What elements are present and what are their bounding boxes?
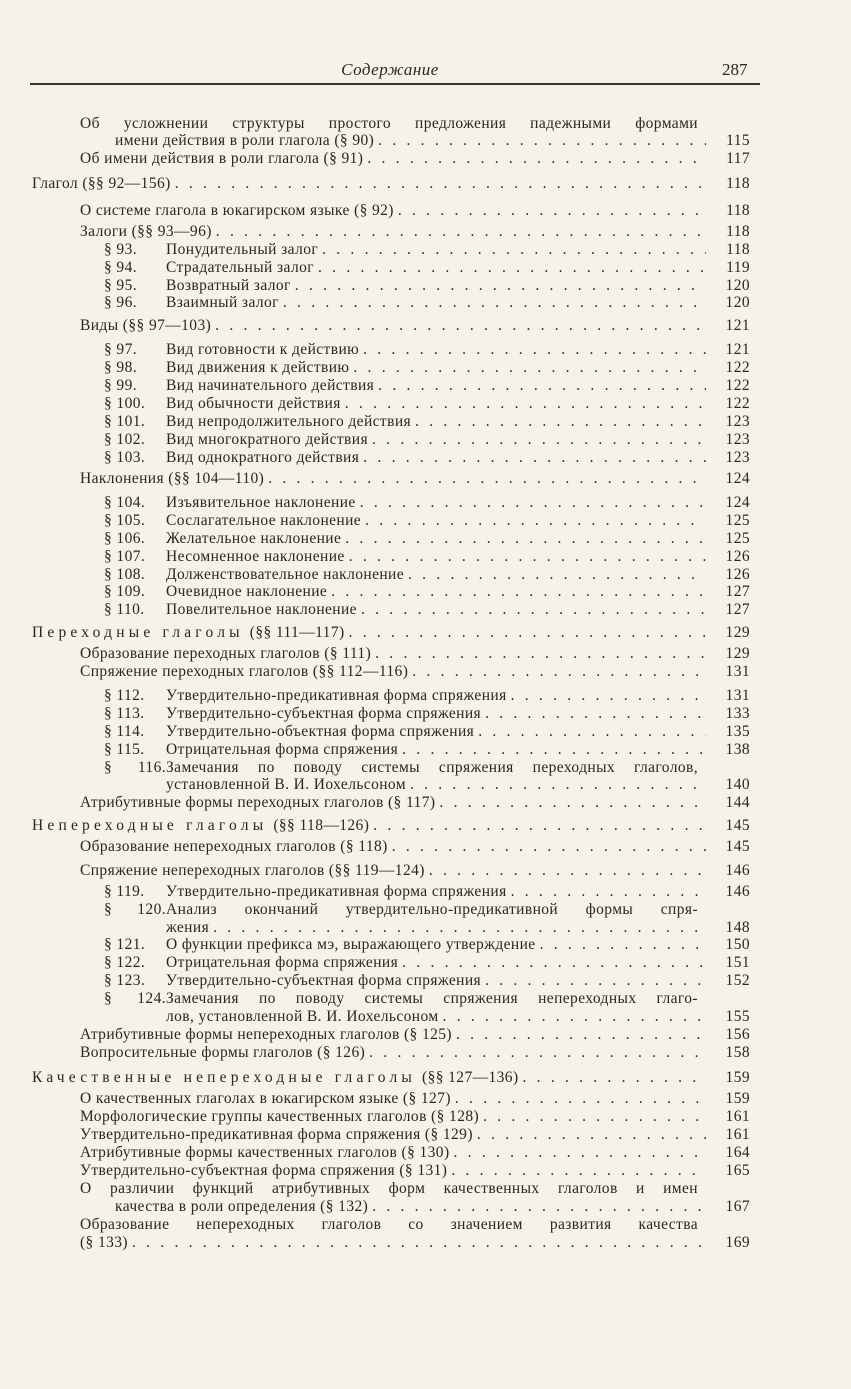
toc-entry bbox=[104, 241, 750, 259]
dot-leader bbox=[411, 413, 706, 431]
entry-page-number: 159 bbox=[725, 1090, 750, 1107]
entry-title: Утвердительно-субъектная форма спряжения bbox=[166, 972, 482, 989]
entry-title: (§§ 111—117) bbox=[249, 624, 345, 641]
entry-page-number: 145 bbox=[725, 838, 750, 855]
toc-entry bbox=[115, 1198, 750, 1216]
entry-page-number: 122 bbox=[725, 395, 750, 412]
toc-entry bbox=[104, 687, 750, 705]
entry-title: Утвердительно-предикативная форма спряжения bbox=[166, 687, 507, 704]
entry-page-number: 156 bbox=[725, 1026, 750, 1043]
entry-page-number: 126 bbox=[725, 548, 750, 565]
entry-page-number: 118 bbox=[726, 202, 750, 219]
entry-title: Образование непереходных глаголов со значением развития качества bbox=[80, 1216, 698, 1233]
running-header-title: Содержание bbox=[341, 60, 439, 79]
dot-leader bbox=[341, 395, 706, 413]
dot-leader bbox=[450, 1144, 706, 1162]
section-number: § 110. bbox=[104, 601, 145, 618]
entry-title: Анализ окончаний утвердительно-предикативной формы спря- bbox=[166, 901, 698, 918]
dot-leader bbox=[314, 259, 706, 277]
entry-title: Замечания по поводу системы спряжения переходных глаголов, bbox=[166, 759, 698, 776]
section-number: § 94. bbox=[104, 259, 137, 276]
part-heading: Переходные глаголы bbox=[32, 624, 244, 641]
toc-entry bbox=[80, 838, 750, 856]
entry-title: Страдательный залог bbox=[166, 259, 315, 276]
toc-entry bbox=[104, 494, 750, 512]
toc-entry bbox=[80, 1126, 750, 1144]
entry-title: Вид готовности к действию bbox=[166, 341, 360, 358]
toc-entry-line bbox=[80, 115, 698, 133]
toc-entry bbox=[80, 794, 750, 812]
toc-entry bbox=[166, 919, 750, 937]
entry-title: Понудительный залог bbox=[166, 241, 319, 258]
dot-leader bbox=[171, 175, 706, 193]
entry-page-number: 122 bbox=[725, 359, 750, 376]
dot-leader bbox=[279, 294, 706, 312]
entry-title: Наклонения (§§ 104—110) bbox=[80, 470, 265, 487]
toc-entry bbox=[104, 723, 750, 741]
section-number: § 98. bbox=[104, 359, 137, 376]
entry-page-number: 124 bbox=[725, 494, 750, 511]
entry-page-number: 167 bbox=[725, 1198, 750, 1215]
section-number: § 116. bbox=[104, 759, 166, 776]
entry-title: О качественных глаголах в юкагирском языке (§ 127) bbox=[80, 1090, 451, 1107]
toc-entry bbox=[80, 1162, 750, 1180]
dot-leader bbox=[425, 862, 706, 880]
header-rule bbox=[30, 83, 760, 85]
dot-leader bbox=[345, 624, 706, 642]
toc-entry bbox=[80, 1090, 750, 1108]
entry-title: Повелительное наклонение bbox=[166, 601, 357, 618]
section-number: § 115. bbox=[104, 741, 145, 758]
dot-leader bbox=[406, 776, 706, 794]
section-number: § 122. bbox=[104, 954, 146, 971]
entry-page-number: 144 bbox=[725, 794, 750, 811]
entry-title: Спряжение непереходных глаголов (§§ 119—124) bbox=[80, 862, 425, 879]
entry-title: качества в роли определения (§ 132) bbox=[115, 1198, 369, 1215]
dot-leader bbox=[474, 723, 706, 741]
toc-entry bbox=[104, 413, 750, 431]
entry-page-number: 158 bbox=[725, 1044, 750, 1061]
entry-title: Отрицательная форма спряжения bbox=[166, 741, 399, 758]
toc-entry bbox=[80, 317, 750, 335]
entry-page-number: 169 bbox=[725, 1234, 750, 1251]
entry-title: Изъявительное наклонение bbox=[166, 494, 356, 511]
section-number: § 93. bbox=[104, 241, 137, 258]
entry-title: Вид однократного действия bbox=[166, 449, 360, 466]
toc-entry-line bbox=[104, 901, 698, 919]
entry-title: Вопросительные формы глаголов (§ 126) bbox=[80, 1044, 366, 1061]
entry-title: Об усложнении структуры простого предложения падежными формами bbox=[80, 115, 698, 132]
dot-leader bbox=[359, 449, 706, 467]
section-number: § 121. bbox=[104, 936, 146, 953]
entry-title: лов, установленной В. И. Иохельсоном bbox=[166, 1008, 439, 1025]
entry-page-number: 125 bbox=[725, 530, 750, 547]
toc-entry bbox=[80, 1144, 750, 1162]
section-number: § 96. bbox=[104, 294, 137, 311]
dot-leader bbox=[481, 705, 706, 723]
entry-title: установленной В. И. Иохельсоном bbox=[166, 776, 406, 793]
entry-page-number: 146 bbox=[725, 883, 750, 900]
dot-leader bbox=[368, 1198, 706, 1216]
toc-entry bbox=[104, 512, 750, 530]
section-number: § 99. bbox=[104, 377, 137, 394]
toc-entry bbox=[80, 470, 750, 488]
entry-title: (§ 133) bbox=[80, 1234, 128, 1251]
dot-leader bbox=[447, 1162, 706, 1180]
section-number: § 106. bbox=[104, 530, 146, 547]
section-number: § 100. bbox=[104, 395, 146, 412]
dot-leader bbox=[318, 241, 706, 259]
dot-leader bbox=[209, 919, 706, 937]
section-number: § 97. bbox=[104, 341, 137, 358]
dot-leader bbox=[394, 202, 706, 220]
section-number: § 124. bbox=[104, 990, 166, 1007]
entry-title: Вид движения к действию bbox=[166, 359, 350, 376]
dot-leader bbox=[451, 1090, 706, 1108]
toc-entry bbox=[32, 175, 750, 193]
dot-leader bbox=[388, 838, 706, 856]
entry-page-number: 119 bbox=[726, 259, 750, 276]
entry-title: Глагол (§§ 92—156) bbox=[32, 175, 171, 192]
dot-leader bbox=[481, 972, 706, 990]
entry-title: Спряжение переходных глаголов (§§ 112—116) bbox=[80, 663, 409, 680]
dot-leader bbox=[349, 359, 706, 377]
dot-leader bbox=[128, 1234, 706, 1252]
entry-title: Утвердительно-предикативная форма спряжения bbox=[166, 883, 507, 900]
dot-leader bbox=[357, 601, 706, 619]
toc-entry bbox=[104, 277, 750, 295]
dot-leader bbox=[365, 1044, 706, 1062]
toc-entry bbox=[32, 817, 750, 835]
dot-leader bbox=[211, 317, 706, 335]
dot-leader bbox=[374, 132, 706, 150]
entry-page-number: 152 bbox=[725, 972, 750, 989]
toc-entry bbox=[104, 395, 750, 413]
entry-title: (§§ 118—126) bbox=[273, 817, 370, 834]
entry-page-number: 145 bbox=[725, 817, 750, 834]
dot-leader bbox=[369, 817, 706, 835]
entry-title: Утвердительно-субъектная форма спряжения bbox=[166, 705, 482, 722]
section-number: § 119. bbox=[104, 883, 145, 900]
entry-page-number: 122 bbox=[725, 377, 750, 394]
toc-entry bbox=[32, 624, 750, 642]
dot-leader bbox=[341, 530, 706, 548]
toc-entry bbox=[166, 776, 750, 794]
entry-title: Отрицательная форма спряжения bbox=[166, 954, 399, 971]
section-number: § 103. bbox=[104, 449, 146, 466]
entry-page-number: 118 bbox=[726, 223, 750, 240]
dot-leader bbox=[479, 1108, 706, 1126]
entry-page-number: 121 bbox=[725, 341, 750, 358]
entry-page-number: 125 bbox=[725, 512, 750, 529]
entry-title: Замечания по поводу системы спряжения непереходных глаго- bbox=[166, 990, 698, 1007]
entry-page-number: 118 bbox=[726, 241, 750, 258]
entry-page-number: 121 bbox=[725, 317, 750, 334]
toc-entry bbox=[104, 341, 750, 359]
entry-page-number: 131 bbox=[725, 663, 750, 680]
toc-entry bbox=[115, 132, 750, 150]
section-number: § 109. bbox=[104, 583, 146, 600]
entry-page-number: 123 bbox=[725, 431, 750, 448]
dot-leader bbox=[356, 494, 706, 512]
entry-title: Атрибутивные формы переходных глаголов (§ 117) bbox=[80, 794, 436, 811]
entry-title: Образование непереходных глаголов (§ 118) bbox=[80, 838, 388, 855]
section-number: § 101. bbox=[104, 413, 146, 430]
entry-page-number: 146 bbox=[725, 862, 750, 879]
dot-leader bbox=[264, 470, 706, 488]
entry-title: Атрибутивные формы качественных глаголов (§ 130) bbox=[80, 1144, 450, 1161]
dot-leader bbox=[368, 431, 706, 449]
toc-entry bbox=[104, 583, 750, 601]
entry-page-number: 123 bbox=[725, 413, 750, 430]
entry-title: Виды (§§ 97—103) bbox=[80, 317, 212, 334]
dot-leader bbox=[359, 341, 706, 359]
dot-leader bbox=[435, 794, 706, 812]
dot-leader bbox=[363, 150, 706, 168]
entry-page-number: 127 bbox=[725, 583, 750, 600]
entry-page-number: 161 bbox=[725, 1108, 750, 1125]
dot-leader bbox=[473, 1126, 706, 1144]
dot-leader bbox=[536, 936, 706, 954]
entry-page-number: 164 bbox=[725, 1144, 750, 1161]
section-number: § 114. bbox=[104, 723, 145, 740]
section-number: § 108. bbox=[104, 566, 146, 583]
dot-leader bbox=[519, 1069, 706, 1087]
toc-entry bbox=[104, 601, 750, 619]
entry-title: имени действия в роли глагола (§ 90) bbox=[115, 132, 375, 149]
dot-leader bbox=[507, 883, 706, 901]
entry-page-number: 117 bbox=[726, 150, 750, 167]
section-number: § 123. bbox=[104, 972, 146, 989]
entry-title: Взаимный залог bbox=[166, 294, 279, 311]
entry-page-number: 159 bbox=[725, 1069, 750, 1086]
toc-entry bbox=[104, 530, 750, 548]
section-number: § 107. bbox=[104, 548, 146, 565]
dot-leader bbox=[507, 687, 706, 705]
entry-page-number: 123 bbox=[725, 449, 750, 466]
toc-entry bbox=[104, 741, 750, 759]
toc-entry bbox=[104, 705, 750, 723]
toc-entry-line bbox=[104, 990, 698, 1008]
dot-leader bbox=[452, 1026, 706, 1044]
entry-title: Вид многократного действия bbox=[166, 431, 369, 448]
entry-page-number: 161 bbox=[725, 1126, 750, 1143]
entry-page-number: 133 bbox=[725, 705, 750, 722]
dot-leader bbox=[291, 277, 706, 295]
entry-page-number: 118 bbox=[726, 175, 750, 192]
toc-entry bbox=[80, 150, 750, 168]
entry-title: О функции префикса мэ, выражающего утверждение bbox=[166, 936, 536, 953]
dot-leader bbox=[212, 223, 706, 241]
toc-entry bbox=[104, 377, 750, 395]
dot-leader bbox=[398, 741, 706, 759]
part-heading: Качественные непереходные глаголы bbox=[32, 1069, 417, 1086]
entry-page-number: 155 bbox=[725, 1008, 750, 1025]
toc-entry bbox=[32, 1069, 750, 1087]
toc-entry bbox=[80, 223, 750, 241]
section-number: § 113. bbox=[104, 705, 145, 722]
toc-entry bbox=[80, 1234, 750, 1252]
dot-leader bbox=[398, 954, 706, 972]
entry-page-number: 148 bbox=[725, 919, 750, 936]
toc-entry bbox=[104, 259, 750, 277]
toc-entry-line bbox=[80, 1180, 698, 1198]
dot-leader bbox=[371, 645, 706, 663]
toc-entry-line bbox=[104, 759, 698, 777]
entry-title: Возвратный залог bbox=[166, 277, 291, 294]
entry-page-number: 124 bbox=[725, 470, 750, 487]
entry-title: Вид непродолжительного действия bbox=[166, 413, 412, 430]
entry-title: О системе глагола в юкагирском языке (§ 92) bbox=[80, 202, 394, 219]
toc-entry bbox=[104, 972, 750, 990]
entry-title: Желательное наклонение bbox=[166, 530, 342, 547]
entry-title: Атрибутивные формы непереходных глаголов (§ 125) bbox=[80, 1026, 452, 1043]
page-number: 287 bbox=[722, 60, 748, 79]
section-number: § 112. bbox=[104, 687, 145, 704]
entry-page-number: 165 bbox=[725, 1162, 750, 1179]
entry-title: (§§ 127—136) bbox=[422, 1069, 519, 1086]
toc-entry bbox=[104, 548, 750, 566]
dot-leader bbox=[327, 583, 706, 601]
entry-page-number: 150 bbox=[725, 936, 750, 953]
entry-title: жения bbox=[166, 919, 210, 936]
toc-entry bbox=[104, 566, 750, 584]
entry-page-number: 129 bbox=[725, 624, 750, 641]
entry-title: О различии функций атрибутивных форм качественных глаголов и имен bbox=[80, 1180, 698, 1197]
toc-entry bbox=[80, 862, 750, 880]
toc-entry bbox=[104, 954, 750, 972]
section-number: § 102. bbox=[104, 431, 146, 448]
section-number: § 105. bbox=[104, 512, 146, 529]
entry-page-number: 120 bbox=[725, 277, 750, 294]
toc-entry bbox=[104, 359, 750, 377]
entry-title: Долженствовательное наклонение bbox=[166, 566, 405, 583]
entry-page-number: 129 bbox=[725, 645, 750, 662]
entry-page-number: 131 bbox=[725, 687, 750, 704]
entry-page-number: 115 bbox=[726, 132, 750, 149]
entry-page-number: 120 bbox=[725, 294, 750, 311]
dot-leader bbox=[439, 1008, 706, 1026]
toc-entry bbox=[80, 202, 750, 220]
entry-page-number: 138 bbox=[725, 741, 750, 758]
dot-leader bbox=[374, 377, 706, 395]
section-number: § 120. bbox=[104, 901, 166, 918]
dot-leader bbox=[345, 548, 706, 566]
toc-entry bbox=[104, 431, 750, 449]
entry-title: Образование переходных глаголов (§ 111) bbox=[80, 645, 372, 662]
entry-title: Очевидное наклонение bbox=[166, 583, 328, 600]
entry-title: Вид обычности действия bbox=[166, 395, 341, 412]
toc-entry bbox=[80, 1108, 750, 1126]
entry-page-number: 127 bbox=[725, 601, 750, 618]
entry-page-number: 140 bbox=[725, 776, 750, 793]
toc-entry bbox=[104, 936, 750, 954]
toc-entry bbox=[104, 883, 750, 901]
entry-page-number: 126 bbox=[725, 566, 750, 583]
toc-entry bbox=[80, 1044, 750, 1062]
entry-title: Залоги (§§ 93—96) bbox=[80, 223, 212, 240]
entry-page-number: 151 bbox=[725, 954, 750, 971]
toc-entry bbox=[104, 294, 750, 312]
dot-leader bbox=[408, 663, 706, 681]
toc-entry-line bbox=[80, 1216, 698, 1234]
entry-title: Сослагательное наклонение bbox=[166, 512, 362, 529]
entry-title: Утвердительно-предикативная форма спряжения (§ 129) bbox=[80, 1126, 473, 1143]
toc-entry bbox=[104, 449, 750, 467]
toc-entry bbox=[80, 645, 750, 663]
entry-page-number: 135 bbox=[725, 723, 750, 740]
dot-leader bbox=[361, 512, 706, 530]
entry-title: Морфологические группы качественных глаголов (§ 128) bbox=[80, 1108, 480, 1125]
dot-leader bbox=[404, 566, 706, 584]
entry-title: Несомненное наклонение bbox=[166, 548, 345, 565]
section-number: § 104. bbox=[104, 494, 146, 511]
entry-title: Утвердительно-субъектная форма спряжения (§ 131) bbox=[80, 1162, 448, 1179]
part-heading: Непереходные глаголы bbox=[32, 817, 268, 834]
section-number: § 95. bbox=[104, 277, 137, 294]
toc-entry bbox=[80, 1026, 750, 1044]
entry-title: Об имени действия в роли глагола (§ 91) bbox=[80, 150, 364, 167]
toc-entry bbox=[166, 1008, 750, 1026]
toc-entry bbox=[80, 663, 750, 681]
entry-title: Вид начинательного действия bbox=[166, 377, 375, 394]
entry-title: Утвердительно-объектная форма спряжения bbox=[166, 723, 475, 740]
